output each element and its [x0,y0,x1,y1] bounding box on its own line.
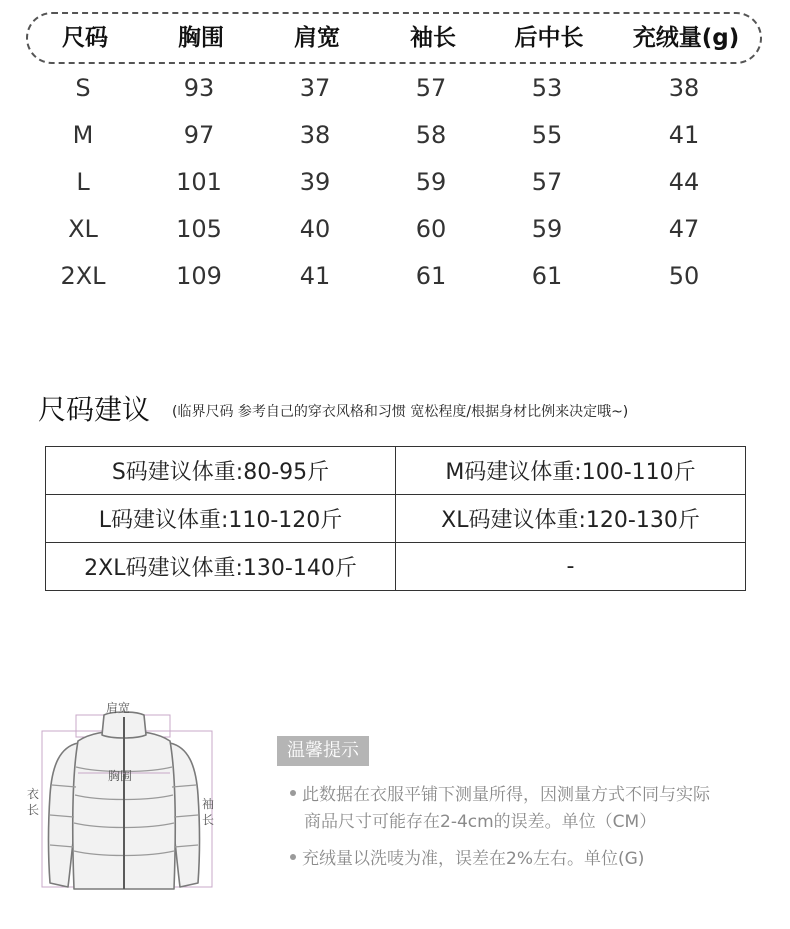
cell-back-length: 53 [531,74,563,102]
recommendation-note: (临界尺码 参考自己的穿衣风格和习惯 宽松程度/根据身材比例来决定哦~) [172,404,629,420]
cell-sleeve: 57 [415,74,447,102]
cell-sleeve: 60 [415,215,447,243]
cell-shoulder: 41 [299,262,331,290]
cell-size: L [76,168,90,196]
cell-sleeve: 58 [415,121,447,149]
cell-shoulder: 38 [299,121,331,149]
cell-shoulder: 39 [299,168,331,196]
jacket-measurement-diagram [20,695,240,899]
cell-size: M [72,121,94,149]
bullet-icon [290,854,296,860]
header-down-fill: 充绒量(g) [632,25,740,51]
header-back-length: 后中长 [514,25,584,51]
tip-text: 此数据在衣服平铺下测量所得，因测量方式不同与实际 [302,785,710,805]
header-size: 尺码 [62,25,108,51]
header-sleeve: 袖长 [410,25,456,51]
tip-text: 充绒量以洗唛为准，误差在2%左右。单位(G) [302,849,645,869]
recommendation-cell: S码建议体重:80-95斤 [46,447,396,495]
recommendation-cell: 2XL码建议体重:130-140斤 [46,543,396,591]
cell-down-fill: 47 [668,215,700,243]
length-label-top: 衣 [27,787,40,801]
cell-size: XL [68,215,98,243]
cell-back-length: 57 [531,168,563,196]
cell-down-fill: 38 [668,74,700,102]
table-row [46,495,746,543]
length-label-bottom: 长 [27,803,40,817]
header-chest: 胸围 [178,25,224,51]
sleeve-label-top: 袖 [202,797,215,811]
table-row [46,447,746,495]
cell-chest: 105 [176,215,222,243]
cell-chest: 101 [176,168,222,196]
tip-down-fill [290,844,644,869]
table-row [46,543,746,591]
cell-size: 2XL [60,262,106,290]
tip-measurement [290,780,710,805]
cell-size: S [75,74,91,102]
weight-recommendation-table [45,446,746,591]
table-row [0,68,790,108]
cell-sleeve: 59 [415,168,447,196]
cell-back-length: 59 [531,215,563,243]
recommendation-cell: - [396,543,746,591]
tips-badge: 温馨提示 [277,736,369,766]
recommendation-cell: M码建议体重:100-110斤 [396,447,746,495]
cell-back-length: 55 [531,121,563,149]
cell-down-fill: 44 [668,168,700,196]
table-row [0,209,790,249]
recommendation-title: 尺码建议 [38,393,151,426]
size-table-header [26,12,762,64]
cell-down-fill: 50 [668,262,700,290]
cell-chest: 97 [183,121,215,149]
cell-chest: 109 [176,262,222,290]
chest-label: 胸围 [108,769,133,783]
cell-sleeve: 61 [415,262,447,290]
tip-measurement-cont: 商品尺寸可能存在2-4cm的误差。单位（CM） [304,812,657,832]
recommendation-cell: XL码建议体重:120-130斤 [396,495,746,543]
table-row [0,256,790,296]
cell-shoulder: 37 [299,74,331,102]
cell-down-fill: 41 [668,121,700,149]
bullet-icon [290,790,296,796]
table-row [0,115,790,155]
cell-back-length: 61 [531,262,563,290]
recommendation-cell: L码建议体重:110-120斤 [46,495,396,543]
sleeve-label-bottom: 长 [202,813,215,827]
cell-chest: 93 [183,74,215,102]
header-shoulder: 肩宽 [294,25,340,51]
shoulder-label: 肩宽 [106,701,131,715]
cell-shoulder: 40 [299,215,331,243]
table-row [0,162,790,202]
